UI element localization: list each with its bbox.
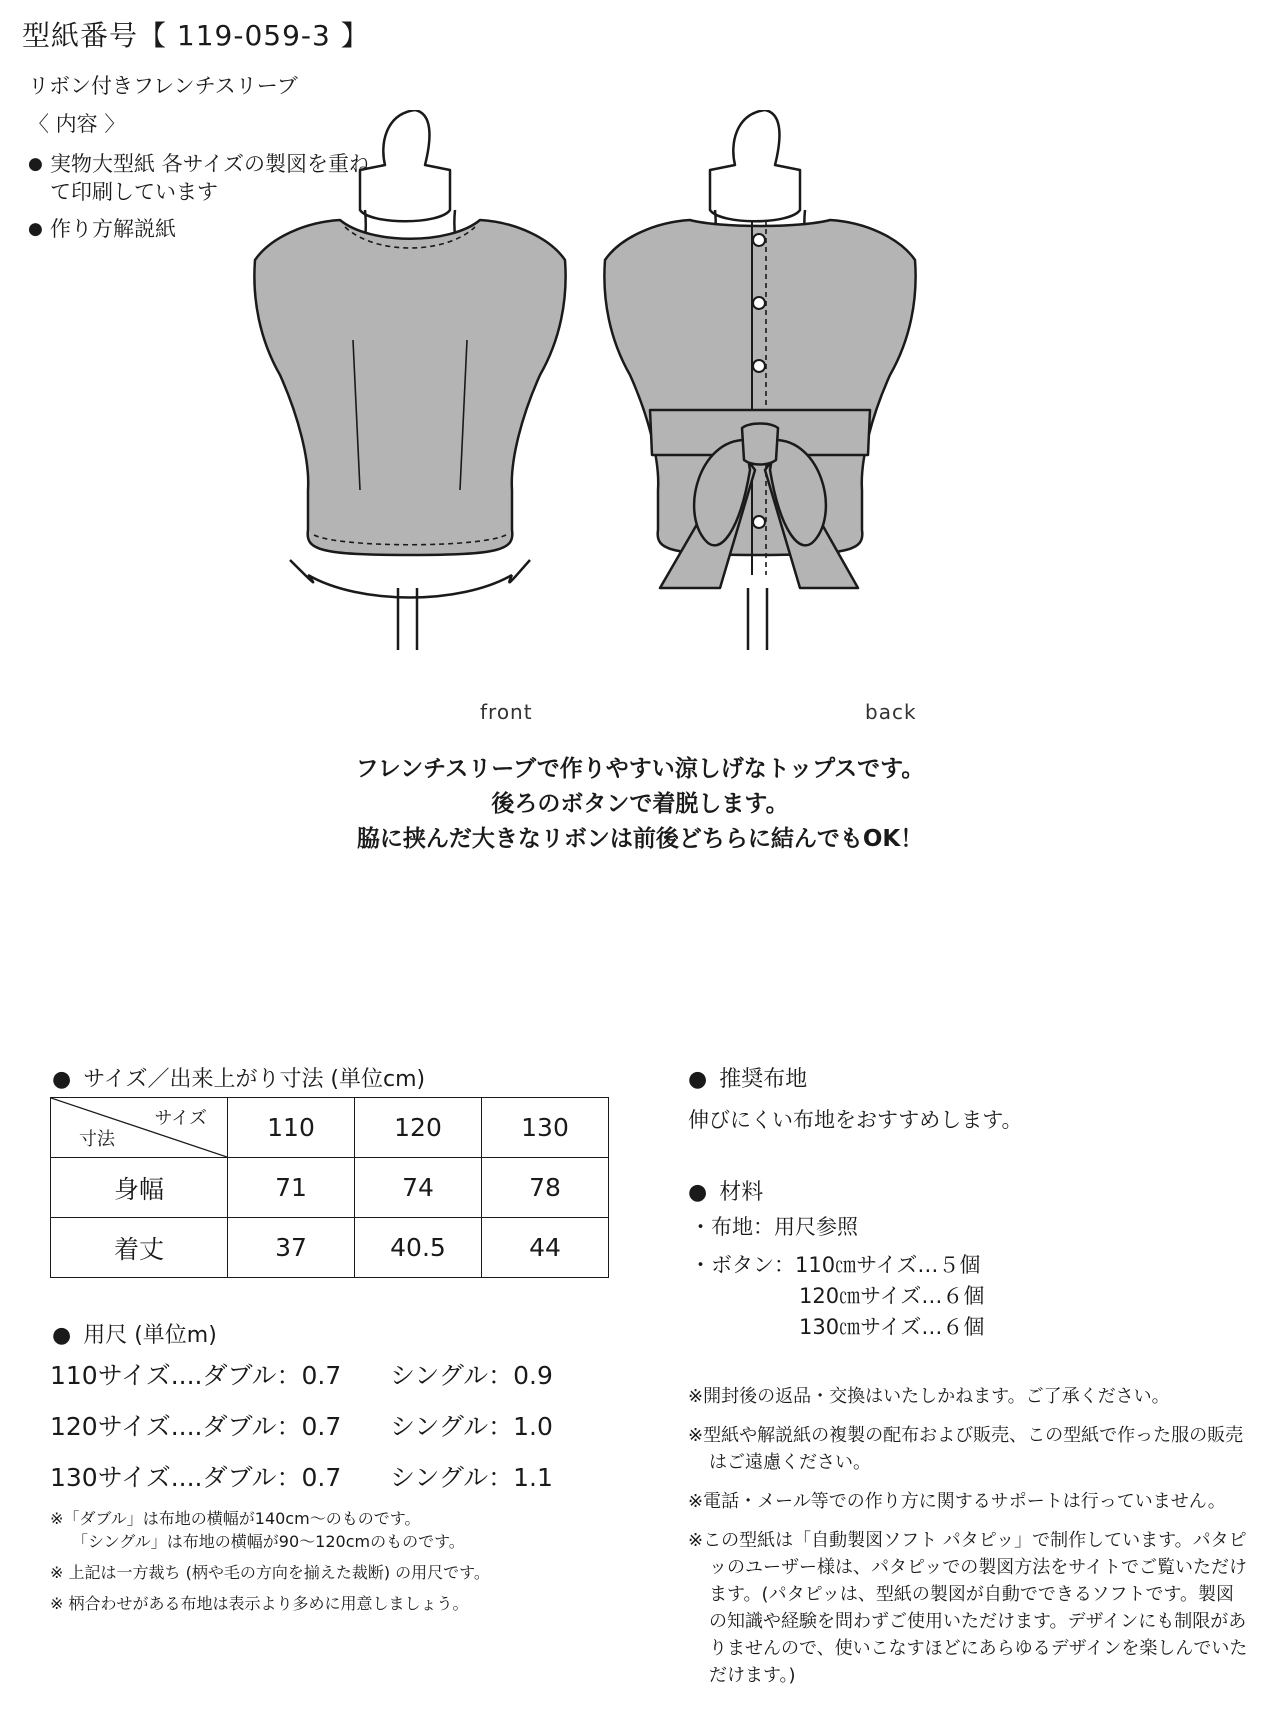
row-label-bust: 身幅 (51, 1158, 228, 1218)
yardage-heading: ● 用尺 (単位m) (52, 1318, 217, 1349)
table-cell: 37 (228, 1218, 355, 1278)
note-line: ※電話・メール等での作り方に関するサポートは行っていません。 (688, 1491, 1226, 1512)
front-label: front (480, 700, 533, 724)
yardage-single: シングル：1.1 (390, 1463, 553, 1492)
table-cell: 74 (355, 1158, 482, 1218)
materials-button-count: 120㎝サイズ…６個 (799, 1284, 985, 1308)
table-row (51, 1158, 609, 1218)
size-header-130: 130 (482, 1098, 609, 1158)
button-icon (753, 360, 765, 372)
yardage-list (50, 1350, 553, 1503)
pattern-subtitle: リボン付きフレンチスリーブ (28, 74, 298, 98)
description-line: 脇に挟んだ大きなリボンは前後どちらに結んでもOK！ (356, 826, 924, 852)
note-line: ※この型紙は「自動製図ソフト パタピッ」で制作しています。パタピッのユーザー様は、パタピッでの製図方法をサイトでご覧いただけます。(パタピッは、型紙の製図が自動でできるソフトです。製図の知識や経験を問わずご使用いただけます。デザインにも制限がありませんので、使いこなすほどにあらゆるデザインを楽しんでいただけます。) (688, 1530, 1248, 1686)
yardage-single: シングル：0.9 (390, 1361, 553, 1390)
table-cell: 78 (482, 1158, 609, 1218)
size-heading: ● サイズ／出来上がり寸法 (単位cm) (52, 1062, 425, 1093)
list-item (50, 1452, 553, 1503)
note-line: ※開封後の返品・交換はいたしかねます。ご了承ください。 (688, 1386, 1170, 1407)
list-item (50, 1350, 553, 1401)
ribbon-knot (742, 424, 778, 465)
note-line: ※型紙や解説紙の複製の配布および販売、この型紙で作った服の販売はご遠慮ください。 (688, 1425, 1244, 1473)
contents-heading: 〈 内容 〉 (28, 112, 126, 136)
yardage-notes (50, 1507, 490, 1623)
front-garment-body (254, 220, 565, 555)
materials-fabric: ・布地：用尺参照 (690, 1215, 858, 1239)
front-view (254, 110, 565, 650)
note-line: 「シングル」は布地の横幅が90〜120cmのものです。 (72, 1532, 465, 1551)
button-icon (753, 234, 765, 246)
fabric-recommendation: 伸びにくい布地をおすすめします。 (688, 1108, 1023, 1132)
garment-illustration (250, 110, 1030, 730)
materials-list (690, 1212, 984, 1343)
row-label-length: 着丈 (51, 1218, 228, 1278)
fabric-heading: ● 推奨布地 (688, 1062, 807, 1093)
list-item (50, 1401, 553, 1452)
yardage-double: 130サイズ....ダブル：0.7 (50, 1463, 342, 1492)
terms-notes (688, 1383, 1248, 1701)
note-line: ※ 柄合わせがある布地は表示より多めに用意しましょう。 (50, 1594, 469, 1613)
note-line: ※ 上記は一方裁ち (柄や毛の方向を揃えた裁断) の用尺です。 (50, 1563, 490, 1582)
yardage-single: シングル：1.0 (390, 1412, 553, 1441)
back-view (604, 110, 915, 650)
yardage-double: 120サイズ....ダブル：0.7 (50, 1412, 342, 1441)
corner-measure-label: 寸法 (79, 1129, 115, 1150)
materials-button-count: 110㎝サイズ…５個 (795, 1253, 981, 1277)
button-icon (753, 516, 765, 528)
contents-item: ● 作り方解説紙 (28, 215, 390, 243)
materials-button-label: ・ボタン： (690, 1253, 795, 1277)
size-table-corner (51, 1098, 228, 1158)
table-row (51, 1218, 609, 1278)
materials-heading: ● 材料 (688, 1175, 763, 1206)
size-header-120: 120 (355, 1098, 482, 1158)
size-header-110: 110 (228, 1098, 355, 1158)
table-cell: 40.5 (355, 1218, 482, 1278)
pattern-number-title: 型紙番号【 119-059-3 】 (22, 19, 370, 52)
materials-button-count: 130㎝サイズ…６個 (799, 1315, 985, 1339)
note-line: ※「ダブル」は布地の横幅が140cm〜のものです。 (50, 1509, 421, 1528)
corner-size-label: サイズ (154, 1108, 207, 1129)
description-line: 後ろのボタンで着脱します。 (491, 791, 789, 817)
back-label: back (865, 700, 917, 724)
yardage-double: 110サイズ....ダブル：0.7 (50, 1361, 342, 1390)
product-description (200, 752, 1080, 857)
description-line: フレンチスリーブで作りやすい涼しげなトップスです。 (355, 756, 925, 782)
button-icon (753, 297, 765, 309)
table-cell: 71 (228, 1158, 355, 1218)
garment-illustration-svg (250, 110, 1030, 730)
back-garment-body (604, 220, 915, 555)
contents-item: ● 実物大型紙 各サイズの製図を重ねて印刷しています (28, 150, 390, 206)
table-cell: 44 (482, 1218, 609, 1278)
table-row (51, 1098, 609, 1158)
size-table (50, 1097, 609, 1278)
